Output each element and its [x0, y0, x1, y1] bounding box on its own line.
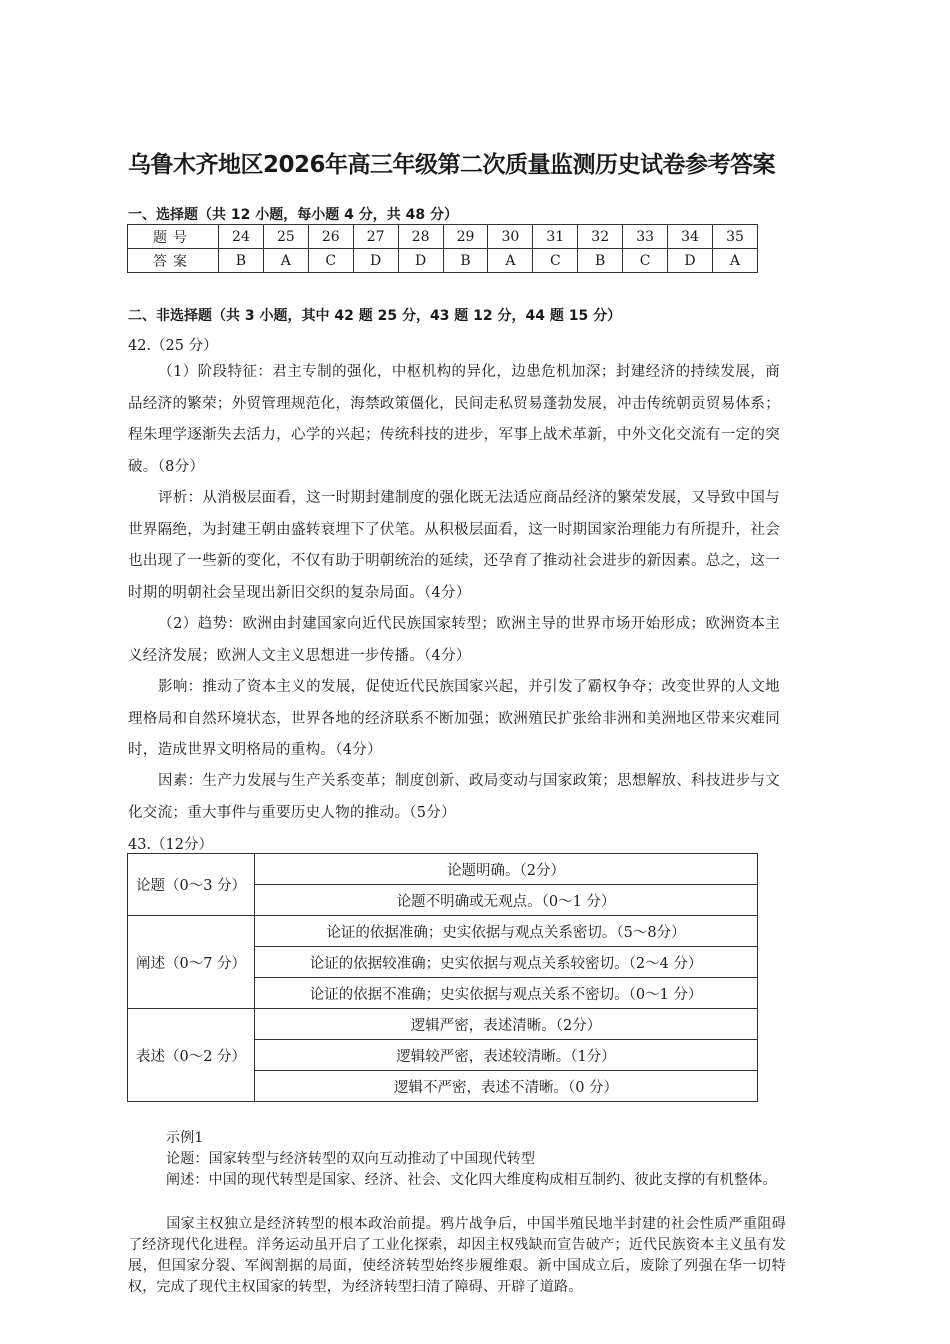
question-number: 24 — [219, 225, 264, 249]
example-thesis — [128, 1149, 786, 1170]
q42-para-stage-features — [128, 357, 780, 483]
q43-rubric-table — [127, 853, 758, 1102]
q42-para-text: 因素：生产力发展与生产关系变革；制度创新、政局变动与国家政策；思想解放、科技进步与文化交流；重大事件与重要历史人物的推动。（5分） — [128, 773, 780, 821]
answer-cell: D — [353, 249, 398, 273]
rubric-criterion: 逻辑较严密，表述较清晰。（1分） — [255, 1040, 758, 1071]
example-elaboration — [128, 1170, 786, 1191]
section2-heading: 二、非选择题（共 3 小题，其中 42 题 25 分，43 题 12 分，44 题 15 分） — [128, 308, 622, 324]
section1-heading: 一、选择题（共 12 小题，每小题 4 分，共 48 分） — [128, 207, 458, 223]
question-number: 33 — [623, 225, 668, 249]
question-number: 25 — [263, 225, 308, 249]
answer-row — [128, 249, 758, 273]
question-number: 31 — [533, 225, 578, 249]
question-number: 32 — [578, 225, 623, 249]
answer-cell: A — [488, 249, 533, 273]
page-title: 乌鲁木齐地区2026年高三年级第二次质量监测历史试卷参考答案 — [128, 152, 776, 178]
rubric-criterion: 论证的依据不准确；史实依据与观点关系不密切。（0～1 分） — [255, 978, 758, 1009]
rubric-criterion: 论证的依据较准确；史实依据与观点关系较密切。（2～4 分） — [255, 947, 758, 978]
rubric-criterion: 逻辑不严密，表述不清晰。（0 分） — [255, 1071, 758, 1102]
rubric-criterion: 论题不明确或无观点。（0～1 分） — [255, 885, 758, 916]
answer-cell: A — [263, 249, 308, 273]
rubric-category: 论题（0～3 分） — [128, 854, 255, 916]
example-elab-text: 阐述：中国的现代转型是国家、经济、社会、文化四大维度构成相互制约、彼此支撑的有机整体。 — [166, 1172, 777, 1188]
rubric-criterion: 逻辑严密，表述清晰。（2分） — [255, 1009, 758, 1040]
q42-para-text: 评析：从消极层面看，这一时期封建制度的强化既无法适应商品经济的繁荣发展，又导致中国与世界隔绝，为封建王朝由盛转衰埋下了伏笔。从积极层面看，这一时期国家治理能力有所提升，社会也出现了一些新的变化，不仅有助于明朝统治的延续，还孕育了推动社会进步的新因素。总之，这一时期的明朝社会呈现出新旧交织的复杂局面。（4分） — [128, 490, 780, 601]
answer-cell: C — [533, 249, 578, 273]
example-label — [128, 1128, 786, 1149]
rubric-criterion: 论题明确。（2分） — [255, 854, 758, 885]
question-number: 30 — [488, 225, 533, 249]
question-number: 29 — [443, 225, 488, 249]
example-paragraph — [128, 1214, 786, 1298]
rubric-row — [128, 854, 758, 885]
q42-para-impact — [128, 672, 780, 767]
q42-para-text: 影响：推动了资本主义的发展，促使近代民族国家兴起，并引发了霸权争夺；改变世界的人文地理格局和自然环境状态，世界各地的经济联系不断加强；欧洲殖民扩张给非洲和美洲地区带来灾难同时，造成世界文明格局的重构。（4分） — [128, 679, 780, 758]
example-label-text: 示例1 — [166, 1130, 204, 1146]
rubric-criterion: 论证的依据准确；史实依据与观点关系密切。（5～8分） — [255, 916, 758, 947]
question-number: 34 — [668, 225, 713, 249]
choice-answer-table — [127, 224, 758, 273]
example-para-text: 国家主权独立是经济转型的根本政治前提。鸦片战争后，中国半殖民地半封建的社会性质严重阻碍了经济现代化进程。洋务运动虽开启了工业化探索，却因主权残缺而宣告破产；近代民族资本主义虽有发展，但国家分裂、军阀割据的局面，使经济转型始终步履维艰。新中国成立后，废除了列强在华一切特权，完成了现代主权国家的转型，为经济转型扫清了障碍、开辟了道路。 — [128, 1216, 786, 1295]
question-number: 35 — [712, 225, 757, 249]
q42-para-trends — [128, 609, 780, 672]
rubric-category: 阐述（0～7 分） — [128, 916, 255, 1009]
question-number: 27 — [353, 225, 398, 249]
q42-label: 42.（25 分） — [128, 338, 218, 354]
q42-para-text: （2）趋势：欧洲由封建国家向近代民族国家转型；欧洲主导的世界市场开始形成；欧洲资本主义经济发展；欧洲人文主义思想进一步传播。（4分） — [128, 616, 780, 664]
rubric-row — [128, 916, 758, 947]
row-label-answer: 答案 — [128, 249, 219, 273]
answer-cell: D — [668, 249, 713, 273]
question-number: 28 — [398, 225, 443, 249]
q42-para-factors — [128, 766, 780, 829]
answer-cell: B — [578, 249, 623, 273]
q42-para-evaluation — [128, 483, 780, 609]
rubric-row — [128, 1009, 758, 1040]
answer-cell: D — [398, 249, 443, 273]
answer-cell: B — [443, 249, 488, 273]
answer-cell: B — [219, 249, 264, 273]
answer-cell: A — [712, 249, 757, 273]
answer-cell: C — [308, 249, 353, 273]
example-thesis-text: 论题：国家转型与经济转型的双向互动推动了中国现代转型 — [166, 1151, 536, 1167]
rubric-category: 表述（0～2 分） — [128, 1009, 255, 1102]
question-number: 26 — [308, 225, 353, 249]
q43-label: 43.（12分） — [128, 837, 214, 853]
question-number-row — [128, 225, 758, 249]
row-label-question: 题号 — [128, 225, 219, 249]
answer-cell: C — [623, 249, 668, 273]
q42-para-text: （1）阶段特征：君主专制的强化，中枢机构的异化，边患危机加深；封建经济的持续发展，商品经济的繁荣；外贸管理规范化，海禁政策僵化，民间走私贸易蓬勃发展，冲击传统朝贡贸易体系；程朱理学逐渐失去活力，心学的兴起；传统科技的进步，军事上战术革新，中外文化交流有一定的突破。（8分） — [128, 364, 780, 475]
